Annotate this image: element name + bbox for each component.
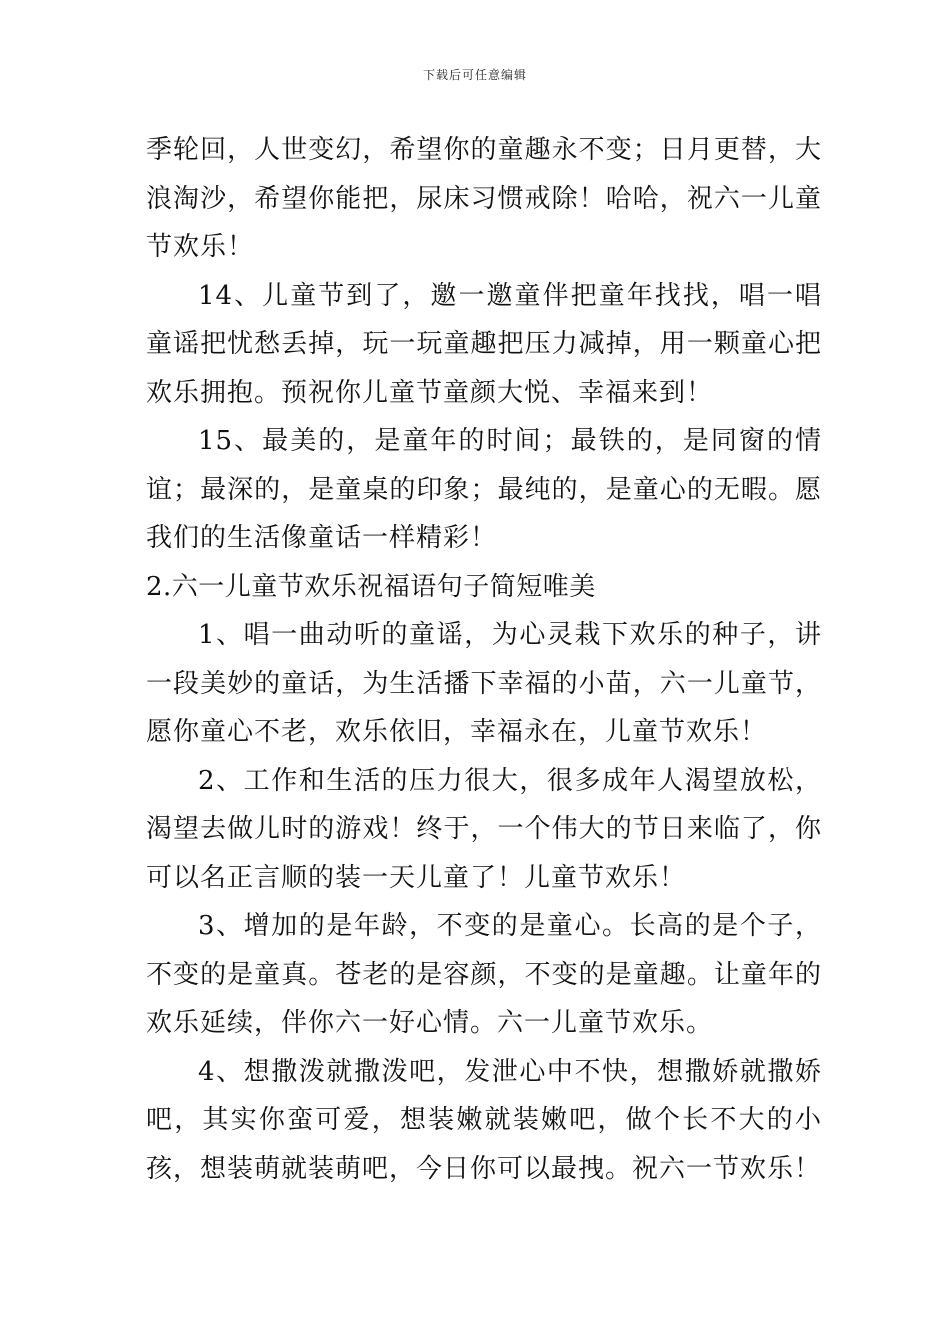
list-item: 3、增加的是年龄，不变的是童心。长高的是个子，不变的是童真。苍老的是容颜，不变的是童趣。让童年的欢乐延续，伴你六一好心情。六一儿童节欢乐。 <box>146 911 822 1038</box>
list-item: 1、唱一曲动听的童谣，为心灵栽下欢乐的种子，讲一段美妙的童话，为生活播下幸福的小苗，六一儿童节，愿你童心不老，欢乐依旧，幸福永在，儿童节欢乐！ <box>146 620 822 747</box>
paragraph-item-14: 14、儿童节到了，邀一邀童伴把童年找找，唱一唱童谣把忧愁丢掉，玩一玩童趣把压力减掉，用一颗童心把欢乐拥抱。预祝你儿童节童颜大悦、幸福来到！ <box>146 280 822 408</box>
paragraph-continuation: 季轮回，人世变幻，希望你的童趣永不变；日月更替，大浪淘沙，希望你能把，尿床习惯戒除！哈哈，祝六一儿童节欢乐！ <box>146 135 822 262</box>
section-heading: 2.六一儿童节欢乐祝福语句子简短唯美 <box>146 571 596 602</box>
list-item: 4、想撒泼就撒泼吧，发泄心中不快，想撒娇就撒娇吧，其实你蛮可爱，想装嫩就装嫩吧，做个长不大的小孩，想装萌就装萌吧，今日你可以最拽。祝六一节欢乐！ <box>146 1056 822 1184</box>
page-header-note: 下载后可任意编辑 <box>422 68 527 82</box>
document-body <box>146 126 822 1193</box>
list-item: 2、工作和生活的压力很大，很多成年人渴望放松，渴望去做儿时的游戏！终于，一个伟大的节日来临了，你可以名正言顺的装一天儿童了！儿童节欢乐！ <box>146 765 822 893</box>
paragraph-item-15: 15、最美的，是童年的时间；最铁的，是同窗的情谊；最深的，是童桌的印象；最纯的，是童心的无暇。愿我们的生活像童话一样精彩！ <box>146 426 822 553</box>
